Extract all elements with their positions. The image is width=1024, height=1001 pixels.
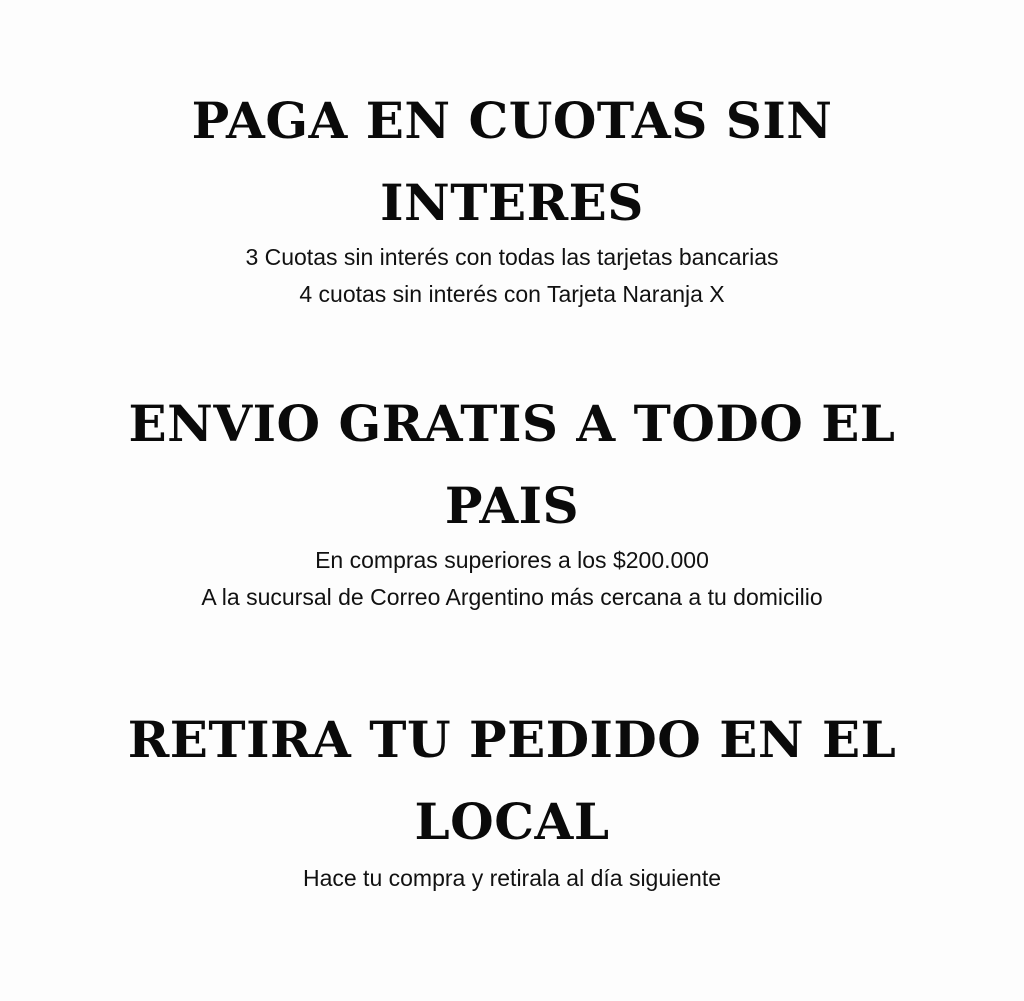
installments-heading-line-2: INTERES [380,173,644,232]
free-shipping-heading [0,383,1024,547]
store-pickup-heading-line-1: RETIRA TU PEDIDO EN EL [127,710,897,769]
store-pickup-next-day-text: Hace tu compra y retirala al día siguiente [302,865,722,891]
free-shipping-minimum-text: En compras superiores a los $200.000 [315,547,709,573]
free-shipping-section [0,383,1024,616]
installments-bank-cards-text: 3 Cuotas sin interés con todas las tarjetas bancarias [245,244,779,270]
installments-naranja-text: 4 cuotas sin interés con Tarjeta Naranja X [299,281,725,307]
installments-heading [0,80,1024,244]
free-shipping-heading-line-2: PAIS [444,476,580,535]
free-shipping-heading-line-1: ENVIO GRATIS A TODO EL [128,394,896,453]
free-shipping-branch-text: A la sucursal de Correo Argentino más cercana a tu domicilio [201,584,823,610]
store-pickup-heading [0,699,1024,863]
store-pickup-section [0,699,1024,897]
store-pickup-heading-line-2: LOCAL [414,792,610,851]
installments-heading-line-1: PAGA EN CUOTAS SIN [191,91,833,150]
installments-section [0,80,1024,313]
